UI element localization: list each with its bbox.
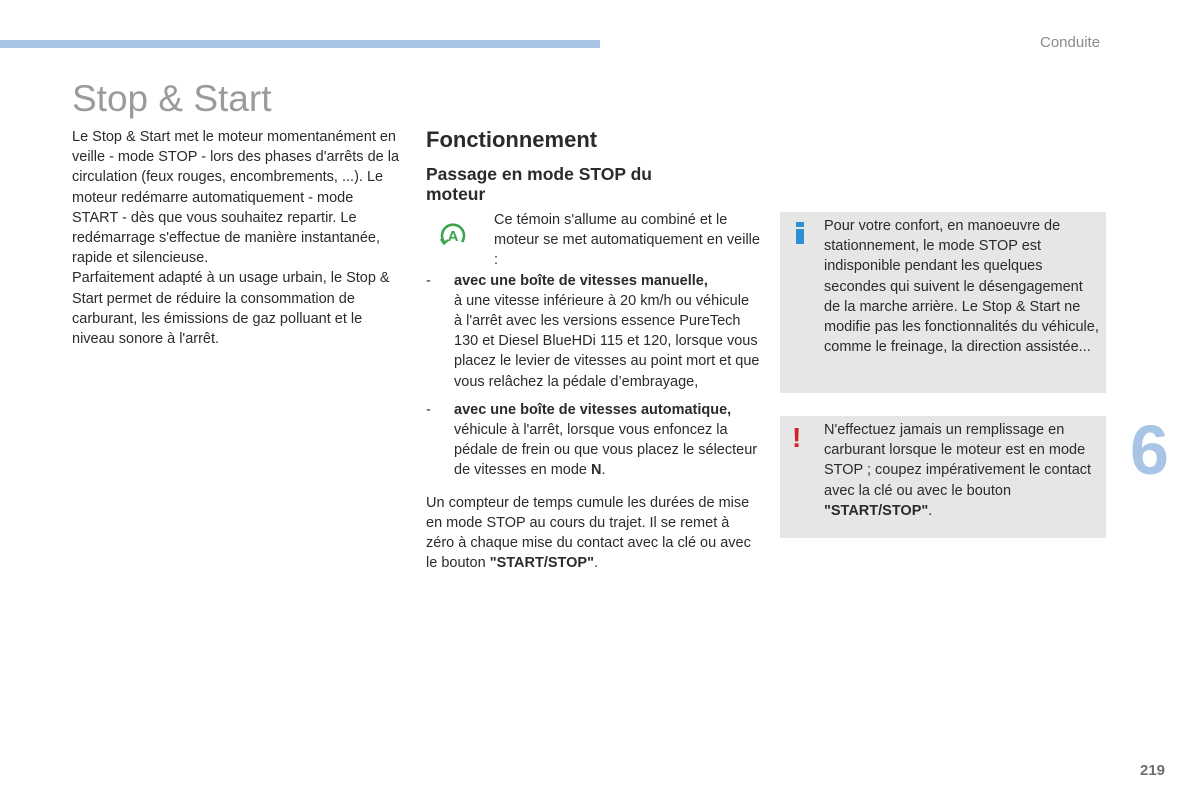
list-dash: - bbox=[426, 272, 431, 289]
info-text: Pour votre confort, en manoeuvre de stationnement, le mode STOP est indisponible pendant les quelques secondes qui suivent le désengagement de la marche arrière. Le Stop & Start ne modifie pas les fonctionnalités du véhicule, comme le freinage, la direction assistée... bbox=[824, 218, 1099, 356]
svg-text:A: A bbox=[447, 228, 459, 245]
witness-text: Ce témoin s'allume au combiné et le moteur se met automatiquement en veille : bbox=[494, 212, 760, 269]
intro-paragraph: Le Stop & Start met le moteur momentanément en veille - mode STOP - lors des phases d'arrêts de la circulation (feux rouges, encombrements, ...). Le moteur redémarre automatiquement - mode START - dès que vous souhaitez repartir. Le redémarrage s'effectue de manière instantanée, rapide et silencieuse. bbox=[72, 129, 400, 267]
warning-box bbox=[780, 416, 1106, 538]
fonctionnement-column bbox=[426, 126, 761, 573]
list-item-title: avec une boîte de vitesses automatique, bbox=[454, 401, 732, 418]
start-stop-button-label: "START/STOP" bbox=[824, 502, 929, 519]
subsection-heading: Passage en mode STOP du moteur bbox=[426, 164, 652, 204]
chapter-number: 6 bbox=[1130, 411, 1169, 489]
warning-end: . bbox=[928, 502, 933, 519]
info-icon bbox=[795, 222, 805, 244]
list-item-end: . bbox=[601, 462, 606, 479]
list-item-title: avec une boîte de vitesses manuelle, bbox=[454, 272, 708, 289]
start-stop-button-label: "START/STOP" bbox=[489, 555, 594, 572]
witness-block bbox=[426, 210, 761, 271]
header-accent-bar bbox=[0, 40, 600, 48]
warning-icon: ! bbox=[792, 422, 802, 453]
warning-text-block bbox=[824, 420, 1100, 521]
section-label: Conduite bbox=[1040, 34, 1101, 51]
warning-text: N'effectuez jamais un remplissage en carburant lorsque le moteur est en mode STOP ; coupez impérativement le contact avec la clé ou avec le bouton bbox=[824, 422, 1092, 499]
list-item-text: véhicule à l'arrêt, lorsque vous enfoncez la pédale de frein ou que vous placez le sélecteur de vitesses en mode bbox=[454, 422, 758, 479]
counter-paragraph bbox=[426, 493, 761, 574]
gear-mode: N bbox=[591, 462, 602, 479]
list-item bbox=[426, 400, 761, 481]
intro-column bbox=[72, 127, 402, 349]
page-title: Stop & Start bbox=[72, 78, 272, 119]
counter-end: . bbox=[593, 555, 598, 572]
list-dash: - bbox=[426, 401, 431, 418]
stop-start-indicator-icon bbox=[438, 220, 468, 250]
info-box bbox=[780, 212, 1106, 393]
section-heading: Fonctionnement bbox=[426, 127, 598, 152]
counter-text: Un compteur de temps cumule les durées de mise en mode STOP au cours du trajet. Il se remet à zéro à chaque mise du contact avec la clé ou avec le bouton bbox=[426, 494, 751, 572]
page-number: 219 bbox=[1140, 762, 1166, 779]
intro-paragraph: Parfaitement adapté à un usage urbain, le Stop & Start permet de réduire la consommation de carburant, les émissions de gaz polluant et le niveau sonore à l'arrêt. bbox=[72, 270, 390, 348]
list-item bbox=[426, 271, 761, 392]
list-item-text: à une vitesse inférieure à 20 km/h ou véhicule à l'arrêt avec les versions essence PureTech 130 et Diesel BlueHDi 115 et 120, lorsque vous placez le levier de vitesses au point mort et que vous relâchez la pédale d’embrayage, bbox=[454, 292, 760, 390]
